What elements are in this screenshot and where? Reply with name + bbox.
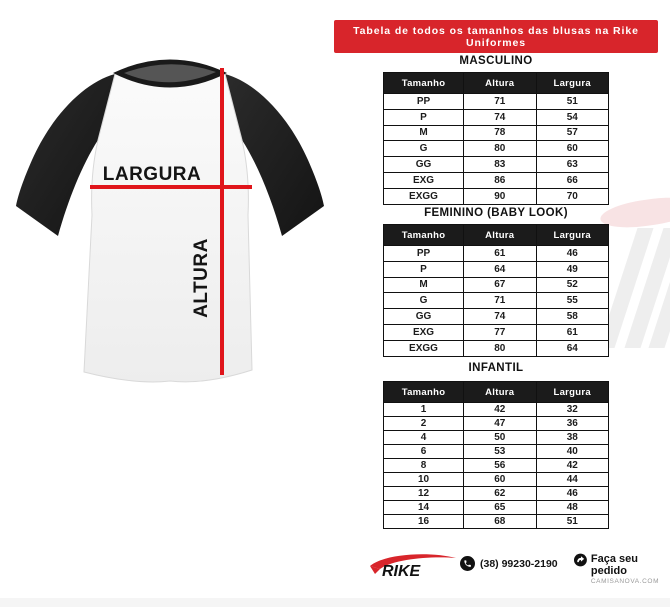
table-cell: 62: [464, 487, 537, 501]
rike-logo: [366, 550, 462, 587]
width-label: LARGURA: [102, 164, 202, 185]
table-cell: 71: [464, 94, 537, 110]
table-row: [384, 340, 609, 356]
column-header: Tamanho: [384, 382, 464, 403]
table-cell: 70: [536, 188, 609, 204]
table-row: [384, 417, 609, 431]
table-cell: 53: [464, 445, 537, 459]
rike-logo-text: RIKE: [382, 563, 421, 580]
table-cell: G: [384, 141, 464, 157]
table-cell: G: [384, 293, 464, 309]
table-row: [384, 459, 609, 473]
table-cell: 68: [464, 515, 537, 529]
table-row: [384, 403, 609, 417]
table-cell: 66: [536, 172, 609, 188]
table-cell: EXGG: [384, 340, 464, 356]
table-cell: 60: [536, 141, 609, 157]
table-row: [384, 109, 609, 125]
table-row: [384, 431, 609, 445]
table-row: [384, 261, 609, 277]
table-cell: EXGG: [384, 188, 464, 204]
table-cell: M: [384, 277, 464, 293]
table-cell: EXG: [384, 324, 464, 340]
table-cell: 50: [464, 431, 537, 445]
table-row: [384, 487, 609, 501]
order-cta-text: Faça seu pedido: [590, 553, 638, 577]
table-cell: 65: [464, 501, 537, 515]
table-cell: M: [384, 125, 464, 141]
footer: [0, 546, 670, 588]
table-cell: 46: [536, 246, 609, 262]
table-cell: 54: [536, 109, 609, 125]
table-row: [384, 309, 609, 325]
table-cell: 42: [464, 403, 537, 417]
header-row: [384, 382, 609, 403]
table-cell: 80: [464, 141, 537, 157]
table-cell: EXG: [384, 172, 464, 188]
table-cell: 67: [464, 277, 537, 293]
order-cta-subtext: CAMISANOVA.COM: [590, 578, 660, 585]
table-cell: 51: [536, 515, 609, 529]
column-header: Altura: [464, 225, 537, 246]
table-cell: 56: [464, 459, 537, 473]
table-cell: 4: [384, 431, 464, 445]
table-cell: 63: [536, 157, 609, 173]
table-cell: 10: [384, 473, 464, 487]
height-measure-line: [220, 68, 224, 375]
table-title-infantil: INFANTIL: [468, 362, 524, 374]
table-cell: 42: [536, 459, 609, 473]
table-cell: 36: [536, 417, 609, 431]
table-cell: 80: [464, 340, 537, 356]
table-cell: 83: [464, 157, 537, 173]
tshirt-image: [0, 40, 340, 400]
table-cell: P: [384, 261, 464, 277]
table-row: [384, 188, 609, 204]
column-header: Largura: [536, 73, 609, 94]
size-table-infantil: [383, 381, 609, 529]
table-title-masculino: MASCULINO: [459, 55, 533, 67]
column-header: Tamanho: [384, 225, 464, 246]
table-cell: 77: [464, 324, 537, 340]
table-row: [384, 293, 609, 309]
section-feminino: [383, 207, 609, 357]
table-cell: PP: [384, 94, 464, 110]
shirt-body: [84, 64, 252, 382]
table-cell: GG: [384, 309, 464, 325]
table-row: [384, 501, 609, 515]
table-cell: 47: [464, 417, 537, 431]
phone-number[interactable]: [460, 556, 558, 571]
table-row: [384, 94, 609, 110]
column-header: Largura: [536, 225, 609, 246]
table-cell: 46: [536, 487, 609, 501]
bottom-strip: [0, 598, 670, 607]
table-cell: 52: [536, 277, 609, 293]
table-row: [384, 246, 609, 262]
table-cell: GG: [384, 157, 464, 173]
column-header: Tamanho: [384, 73, 464, 94]
table-cell: 6: [384, 445, 464, 459]
table-row: [384, 157, 609, 173]
column-header: Largura: [536, 382, 609, 403]
table-row: [384, 141, 609, 157]
table-cell: 44: [536, 473, 609, 487]
table-cell: 86: [464, 172, 537, 188]
width-measure-line: [90, 185, 252, 189]
table-cell: 12: [384, 487, 464, 501]
table-cell: 78: [464, 125, 537, 141]
header-row: [384, 225, 609, 246]
header-row: [384, 73, 609, 94]
table-title-feminino: FEMININO (BABY LOOK): [424, 207, 568, 219]
table-cell: 48: [536, 501, 609, 515]
table-cell: 40: [536, 445, 609, 459]
table-cell: 49: [536, 261, 609, 277]
column-header: Altura: [464, 382, 537, 403]
table-cell: 8: [384, 459, 464, 473]
banner-text: Tabela de todos os tamanhos das blusas na Rike Uniformes: [353, 24, 639, 49]
table-cell: 64: [536, 340, 609, 356]
height-label: ALTURA: [191, 238, 212, 318]
section-infantil: [383, 362, 609, 529]
table-cell: 38: [536, 431, 609, 445]
table-cell: 90: [464, 188, 537, 204]
banner: [334, 20, 658, 53]
table-row: [384, 125, 609, 141]
table-cell: 74: [464, 309, 537, 325]
table-row: [384, 324, 609, 340]
table-cell: PP: [384, 246, 464, 262]
table-cell: 2: [384, 417, 464, 431]
table-cell: 16: [384, 515, 464, 529]
table-cell: 1: [384, 403, 464, 417]
table-cell: P: [384, 109, 464, 125]
table-row: [384, 172, 609, 188]
order-arrow-icon: [574, 553, 587, 567]
table-cell: 71: [464, 293, 537, 309]
order-cta[interactable]: [574, 553, 670, 585]
table-cell: 61: [536, 324, 609, 340]
section-masculino: [383, 55, 609, 205]
table-cell: 14: [384, 501, 464, 515]
watermark-letter-stroke: [649, 228, 670, 348]
table-cell: 64: [464, 261, 537, 277]
table-cell: 55: [536, 293, 609, 309]
table-row: [384, 277, 609, 293]
rike-logo-graphic: [366, 550, 462, 582]
table-row: [384, 473, 609, 487]
watermark-letter-stroke: [625, 228, 670, 348]
table-row: [384, 515, 609, 529]
table-cell: 60: [464, 473, 537, 487]
column-header: Altura: [464, 73, 537, 94]
table-cell: 57: [536, 125, 609, 141]
size-table-feminino: [383, 224, 609, 357]
size-table-masculino: [383, 72, 609, 205]
table-row: [384, 445, 609, 459]
table-cell: 32: [536, 403, 609, 417]
table-cell: 61: [464, 246, 537, 262]
table-cell: 58: [536, 309, 609, 325]
watermark-swoosh: [599, 194, 670, 232]
table-cell: 51: [536, 94, 609, 110]
table-cell: 74: [464, 109, 537, 125]
phone-number-text: (38) 99230-2190: [480, 557, 558, 570]
phone-icon: [460, 556, 475, 571]
